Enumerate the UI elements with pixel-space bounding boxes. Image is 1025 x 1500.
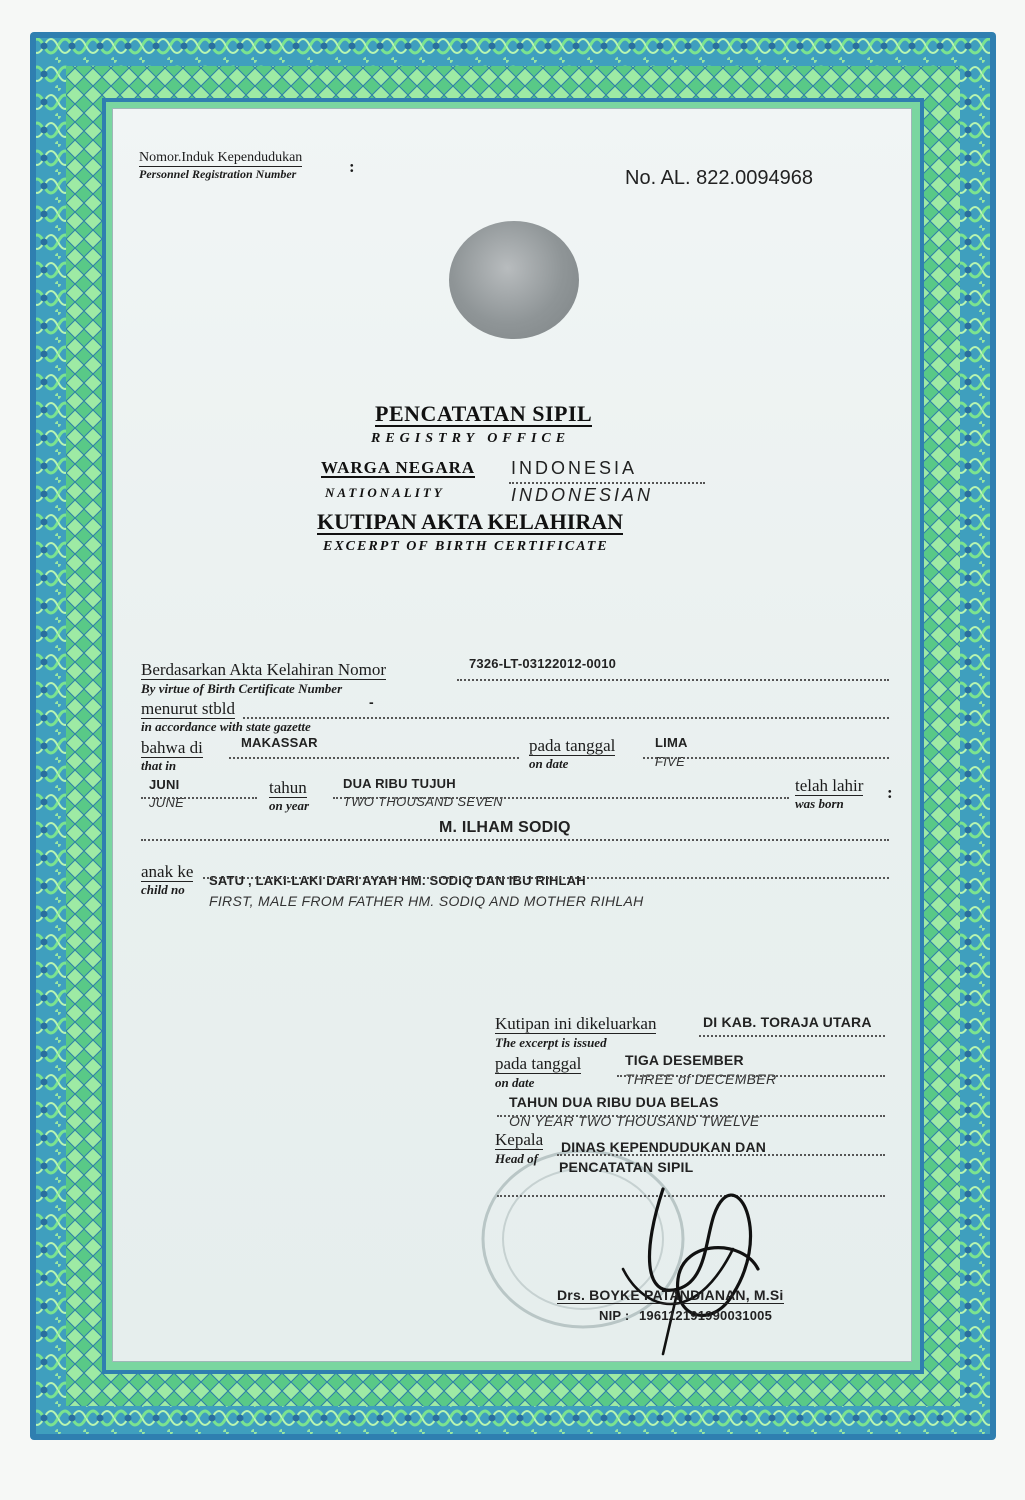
nik-label: Nomor.Induk Kependudukan bbox=[139, 150, 303, 165]
cert-no-value: 7326-LT-03122012-0010 bbox=[469, 656, 617, 671]
issued-label: Kutipan ini dikeluarkan bbox=[495, 1014, 657, 1033]
issued-dots bbox=[699, 1035, 885, 1037]
signature-icon bbox=[583, 1129, 793, 1359]
child-name-dots bbox=[141, 839, 889, 841]
office-title-en: REGISTRY OFFICE bbox=[371, 431, 571, 446]
nationality-dots bbox=[509, 482, 705, 484]
nationality-label: WARGA NEGARA bbox=[321, 458, 476, 477]
nik-label-group bbox=[139, 150, 302, 182]
stbld-label: menurut stbld bbox=[141, 699, 235, 718]
issued-value: DI KAB. TORAJA UTARA bbox=[703, 1014, 872, 1030]
document-title-en: EXCERPT OF BIRTH CERTIFICATE bbox=[323, 539, 609, 554]
place-dots bbox=[229, 757, 519, 759]
child-no-value-en: FIRST, MALE FROM FATHER HM. SODIQ AND MOTHER RIHLAH bbox=[209, 893, 644, 909]
head-value-1: DINAS KEPENDUDUKAN DAN bbox=[561, 1139, 767, 1155]
certificate-paper bbox=[112, 108, 912, 1362]
birth-month-dots bbox=[141, 797, 257, 799]
nip-value: 196112191990031005 bbox=[639, 1308, 773, 1323]
born-label-en: was born bbox=[795, 796, 844, 811]
child-no-dots bbox=[203, 877, 889, 879]
head-value-2: PENCATATAN SIPIL bbox=[559, 1159, 694, 1175]
place-value: MAKASSAR bbox=[241, 735, 318, 750]
cert-no-label-en: By virtue of Birth Certificate Number bbox=[141, 681, 343, 696]
document-title: KUTIPAN AKTA KELAHIRAN bbox=[317, 509, 624, 534]
nationality-value-en: INDONESIAN bbox=[511, 485, 654, 505]
birth-year-value: DUA RIBU TUJUH bbox=[343, 776, 456, 791]
issued-date-dots bbox=[617, 1075, 885, 1077]
birth-year-dots bbox=[333, 797, 789, 799]
issued-date-label-en: on date bbox=[495, 1075, 535, 1090]
hologram-seal-icon bbox=[449, 221, 579, 339]
head-label-en: Head of bbox=[495, 1151, 538, 1166]
birth-month-value-en: JUNE bbox=[149, 795, 185, 810]
born-colon: : bbox=[887, 783, 893, 802]
birth-date-label: pada tanggal bbox=[529, 736, 616, 755]
signatory-name: Drs. BOYKE PATANDIANAN, M.Si bbox=[557, 1287, 784, 1303]
serial-number: No. AL. 822.0094968 bbox=[625, 167, 813, 189]
issued-year-dots bbox=[497, 1115, 885, 1117]
cert-no-label: Berdasarkan Akta Kelahiran Nomor bbox=[141, 660, 386, 679]
born-label: telah lahir bbox=[795, 776, 864, 795]
nationality-label-en: NATIONALITY bbox=[325, 485, 445, 500]
issued-date-label: pada tanggal bbox=[495, 1054, 582, 1073]
birth-date-label-en: on date bbox=[529, 756, 569, 771]
issued-date-value-en: THREE of DECEMBER bbox=[625, 1071, 777, 1087]
nip-label: NIP : bbox=[599, 1308, 630, 1323]
child-name: M. ILHAM SODIQ bbox=[439, 819, 571, 836]
stbld-label-en: in accordance with state gazette bbox=[141, 719, 311, 734]
nik-colon: : bbox=[349, 157, 355, 176]
place-label-en: that in bbox=[141, 758, 177, 773]
birth-date-value-en: FIVE bbox=[655, 754, 686, 769]
stbld-dots bbox=[243, 717, 889, 719]
birth-month-value: JUNI bbox=[149, 777, 180, 792]
issued-label-en: The excerpt is issued bbox=[495, 1035, 607, 1050]
birth-year-label: tahun bbox=[269, 778, 307, 797]
head-label: Kepala bbox=[495, 1130, 544, 1149]
birth-year-label-en: on year bbox=[269, 798, 310, 813]
cert-no-dots bbox=[457, 679, 889, 681]
birth-year-value-en: TWO THOUSAND SEVEN bbox=[343, 794, 503, 809]
birth-date-dots bbox=[643, 757, 889, 759]
birth-date-value: LIMA bbox=[655, 735, 688, 750]
issued-year-value: TAHUN DUA RIBU DUA BELAS bbox=[509, 1094, 719, 1110]
child-no-label: anak ke bbox=[141, 862, 194, 881]
stbld-value: - bbox=[369, 694, 374, 710]
issued-date-value: TIGA DESEMBER bbox=[625, 1052, 744, 1068]
office-title: PENCATATAN SIPIL bbox=[375, 401, 593, 426]
child-no-label-en: child no bbox=[141, 882, 185, 897]
issued-year-value-en: ON YEAR TWO THOUSAND TWELVE bbox=[509, 1113, 760, 1129]
child-no-value: SATU , LAKI-LAKI DARI AYAH HM. SODIQ DAN IBU RIHLAH bbox=[209, 873, 586, 888]
place-label: bahwa di bbox=[141, 738, 203, 757]
nik-label-en: Personnel Registration Number bbox=[139, 167, 297, 181]
nationality-value: INDONESIA bbox=[511, 458, 638, 478]
